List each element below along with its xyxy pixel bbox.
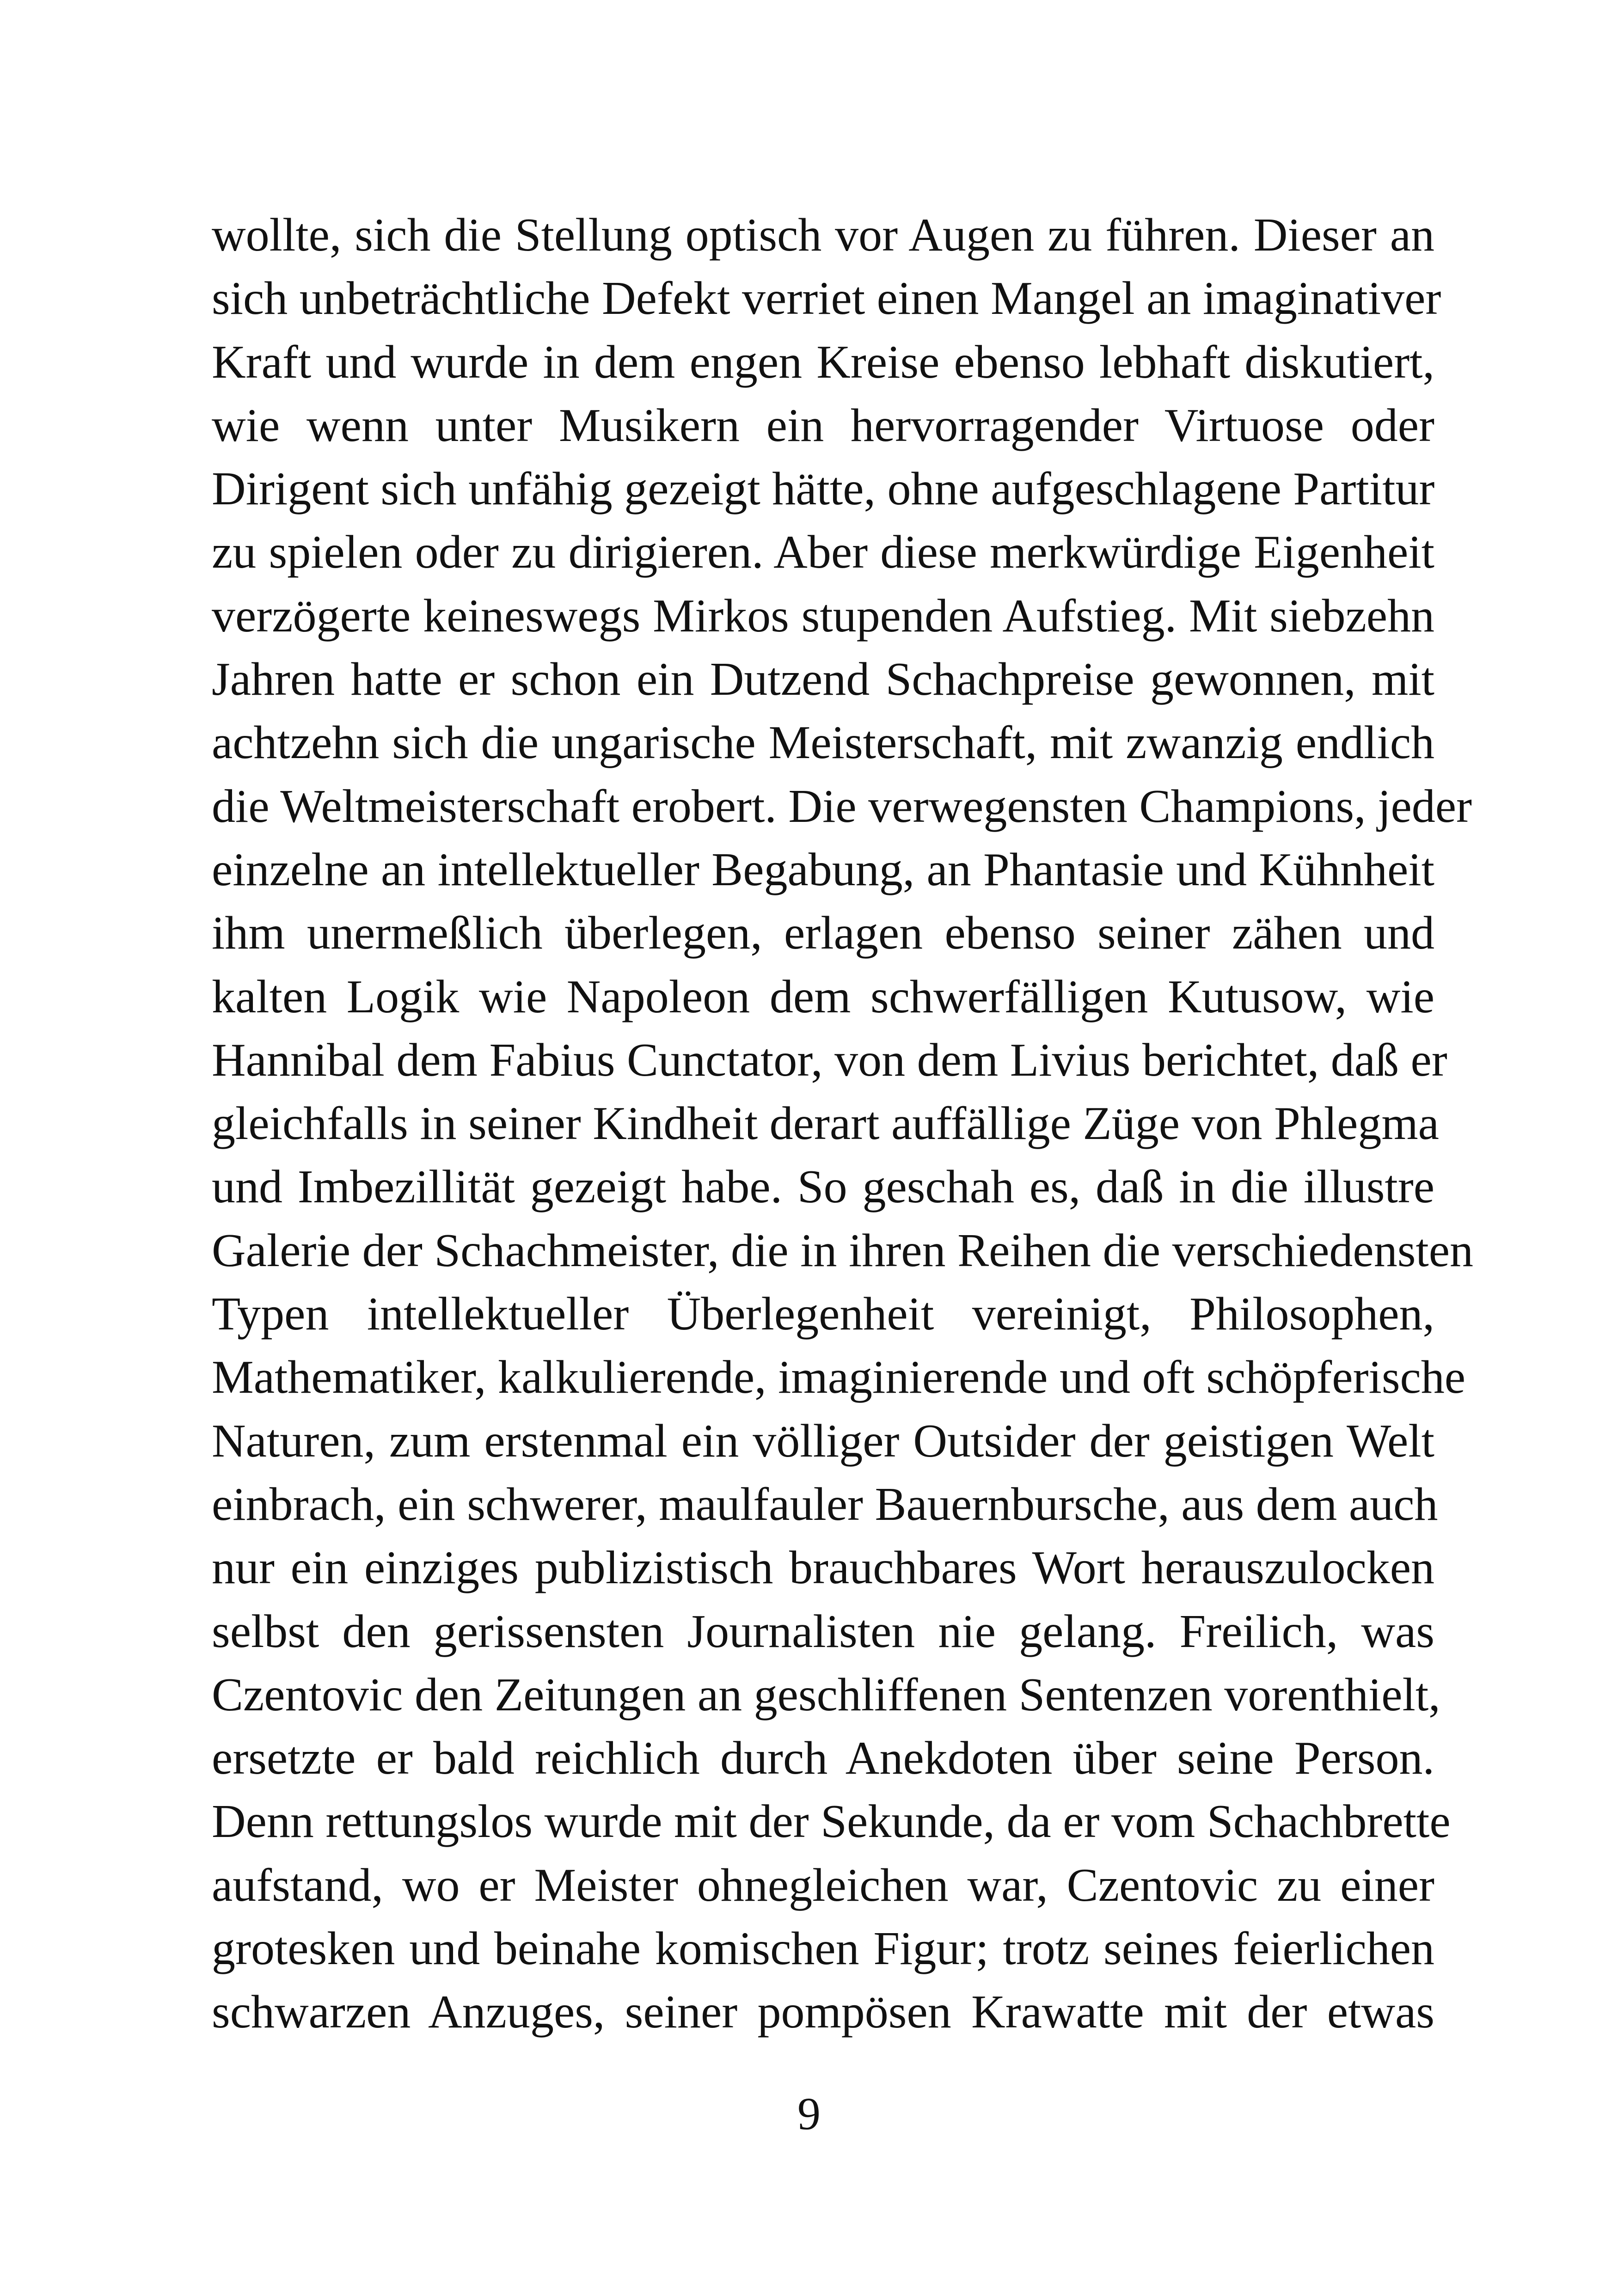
text-line: Mathematiker, kalkulierende, imaginierende und oft schöpferische	[212, 1351, 1466, 1404]
text-line: schwarzen Anzuges, seiner pompösen Krawatte mit der etwas	[212, 1986, 1434, 2039]
body-text	[212, 203, 1473, 2044]
text-line: Dirigent sich unfähig gezeigt hätte, ohne aufgeschlagene Partitur	[212, 463, 1435, 515]
text-line: sich unbeträchtliche Defekt verriet einen Mangel an imaginativer	[212, 272, 1441, 325]
text-line: die Weltmeisterschaft erobert. Die verwegensten Champions, jeder	[212, 780, 1472, 833]
text-line: ersetzte er bald reichlich durch Anekdoten über seine Person.	[212, 1732, 1434, 1785]
text-line: kalten Logik wie Napoleon dem schwerfälligen Kutusow, wie	[212, 970, 1434, 1023]
text-line: Jahren hatte er schon ein Dutzend Schachpreise gewonnen, mit	[212, 653, 1434, 706]
text-line: Denn rettungslos wurde mit der Sekunde, da er vom Schachbrette	[212, 1795, 1451, 1848]
text-line: wie wenn unter Musikern ein hervorragender Virtuose oder	[212, 399, 1434, 452]
text-line: Kraft und wurde in dem engen Kreise ebenso lebhaft diskutiert,	[212, 336, 1434, 388]
text-line: Typen intellektueller Überlegenheit vereinigt, Philosophen,	[212, 1288, 1434, 1341]
text-line: Czentovic den Zeitungen an geschliffenen Sentenzen vorenthielt,	[212, 1668, 1440, 1721]
text-line: verzögerte keineswegs Mirkos stupenden Aufstieg. Mit siebzehn	[212, 589, 1434, 642]
text-line: gleichfalls in seiner Kindheit derart auffällige Züge von Phlegma	[212, 1097, 1439, 1150]
text-line: achtzehn sich die ungarische Meisterschaft, mit zwanzig endlich	[212, 716, 1434, 769]
text-line: einzelne an intellektueller Begabung, an Phantasie und Kühnheit	[212, 843, 1434, 896]
text-line: zu spielen oder zu dirigieren. Aber diese merkwürdige Eigenheit	[212, 526, 1434, 579]
text-line: Hannibal dem Fabius Cunctator, von dem Livius berichtet, daß er	[212, 1034, 1447, 1086]
text-line: und Imbezillität gezeigt habe. So geschah es, daß in die illustre	[212, 1161, 1434, 1213]
text-line: nur ein einziges publizistisch brauchbares Wort herauszulocken	[212, 1542, 1434, 1594]
text-line: aufstand, wo er Meister ohnegleichen war, Czentovic zu einer	[212, 1859, 1434, 1911]
text-line: Naturen, zum erstenmal ein völliger Outsider der geistigen Welt	[212, 1414, 1434, 1467]
text-line: grotesken und beinahe komischen Figur; trotz seines feierlichen	[212, 1923, 1434, 1975]
text-line: einbrach, ein schwerer, maulfauler Bauernbursche, aus dem auch	[212, 1478, 1438, 1531]
text-line: ihm unermeßlich überlegen, erlagen ebenso seiner zähen und	[212, 907, 1434, 960]
text-line: selbst den gerissensten Journalisten nie gelang. Freilich, was	[212, 1605, 1434, 1658]
text-line: Galerie der Schachmeister, die in ihren Reihen die verschiedensten	[212, 1224, 1473, 1277]
page-number: 9	[797, 2088, 821, 2139]
text-line: wollte, sich die Stellung optisch vor Augen zu führen. Dieser an	[212, 209, 1434, 261]
